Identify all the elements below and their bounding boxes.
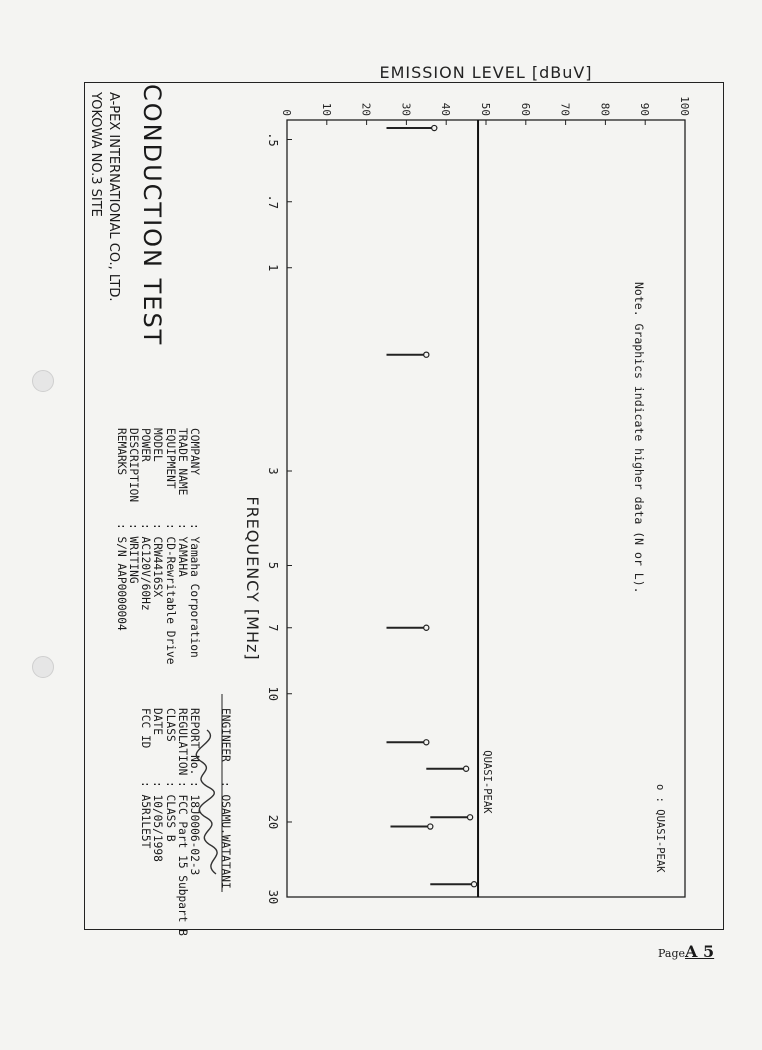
chart-note: Note. Graphics indicate higher data (N or L). <box>632 282 646 594</box>
y-tick-label: 100 <box>678 96 691 116</box>
page-label: Page <box>658 947 686 960</box>
info-label-remarks: REMARKS <box>114 428 128 476</box>
info-value-remarks: : S/N AAP0000004 <box>114 523 128 631</box>
x-tick-label: 1 <box>266 264 280 272</box>
emission-chart <box>84 63 722 936</box>
quasi-peak-point <box>432 125 437 130</box>
info-label-power: POWER <box>139 428 153 462</box>
binder-hole-top <box>32 370 54 392</box>
y-tick-label: 30 <box>399 102 413 116</box>
x-tick-label: 5 <box>266 561 280 570</box>
info-value-trade-name: : YAMAHA <box>175 523 189 577</box>
quasi-peak-point <box>424 352 429 357</box>
y-tick-label: 20 <box>359 102 373 116</box>
quasi-peak-point <box>467 815 472 820</box>
info-value-model: : CRW4416SX <box>151 523 165 598</box>
rotated-report-content <box>84 63 722 936</box>
info-label-class: CLASS <box>163 708 177 742</box>
info-label-regulation: REGULATION <box>175 708 189 776</box>
page-number-value: A 5 <box>685 942 715 961</box>
info-label-company: COMPANY <box>188 428 201 476</box>
site-name: YOKOWA NO.3 SITE <box>88 92 103 217</box>
page-number <box>658 942 714 961</box>
y-tick-label: 40 <box>439 102 453 116</box>
info-label-trade-name: TRADE NAME <box>175 428 189 496</box>
engineer-value: : OSAMU.WATATANI <box>219 781 232 889</box>
quasi-peak-point <box>428 824 433 829</box>
x-tick-label: 30 <box>266 889 280 905</box>
y-tick-label: 50 <box>479 102 492 116</box>
info-value-regulation: : FCC Part 15 Subpart B <box>175 781 189 936</box>
legend-entry-quasi-peak: o : QUASI-PEAK <box>654 784 666 873</box>
info-value-power: : AC120V/60Hz <box>139 523 153 611</box>
info-label-fcc-id: FCC ID <box>139 708 153 749</box>
info-value-class: : CLASS B <box>163 781 177 842</box>
x-axis-title: FREQUENCY [MHz] <box>243 496 262 661</box>
binder-hole-bottom <box>32 656 54 678</box>
y-tick-label: 10 <box>319 102 333 116</box>
x-tick-label: 20 <box>266 814 280 830</box>
quasi-peak-point <box>464 766 469 771</box>
info-value-fcc-id: : A5R1LE5T <box>139 781 153 849</box>
info-value-report-no: : 18J0006-02-3 <box>188 781 201 876</box>
quasi-peak-point <box>424 740 429 745</box>
limit-line-label: QUASI-PEAK <box>481 750 494 814</box>
y-tick-label: 0 <box>280 109 293 116</box>
x-tick-label: 7 <box>266 624 280 632</box>
y-tick-label: 70 <box>558 102 572 116</box>
x-tick-label: .7 <box>266 194 280 209</box>
info-label-model: MODEL <box>151 428 165 462</box>
info-value-equipment: : CD-Rewritable Drive <box>163 523 177 665</box>
quasi-peak-point <box>424 625 429 630</box>
report-title: CONDUCTION TEST <box>138 84 166 347</box>
info-label-equipment: EQUIPMENT <box>163 428 177 489</box>
x-tick-label: 3 <box>266 467 280 475</box>
info-value-date: : 10/05/1998 <box>151 781 165 862</box>
quasi-peak-point <box>471 882 476 887</box>
engineer-label: ENGINEER <box>219 708 232 762</box>
info-label-report-no: REPORT No. <box>188 708 201 776</box>
lab-name: A-PEX INTERNATIONAL CO., LTD. <box>106 92 121 302</box>
engineer-signature <box>196 730 217 874</box>
y-axis-title: EMISSION LEVEL [dBuV] <box>379 63 593 82</box>
info-label-date: DATE <box>151 708 165 735</box>
info-label-description: DESCRIPTION <box>126 428 140 503</box>
y-tick-label: 90 <box>638 102 652 116</box>
y-tick-label: 80 <box>598 102 612 116</box>
info-value-description: : WRITING <box>126 523 140 584</box>
y-tick-label: 60 <box>518 102 532 116</box>
x-tick-label: 10 <box>266 686 280 701</box>
info-value-company: : Yamaha Corporation <box>188 523 201 658</box>
x-tick-label: .5 <box>266 132 280 147</box>
